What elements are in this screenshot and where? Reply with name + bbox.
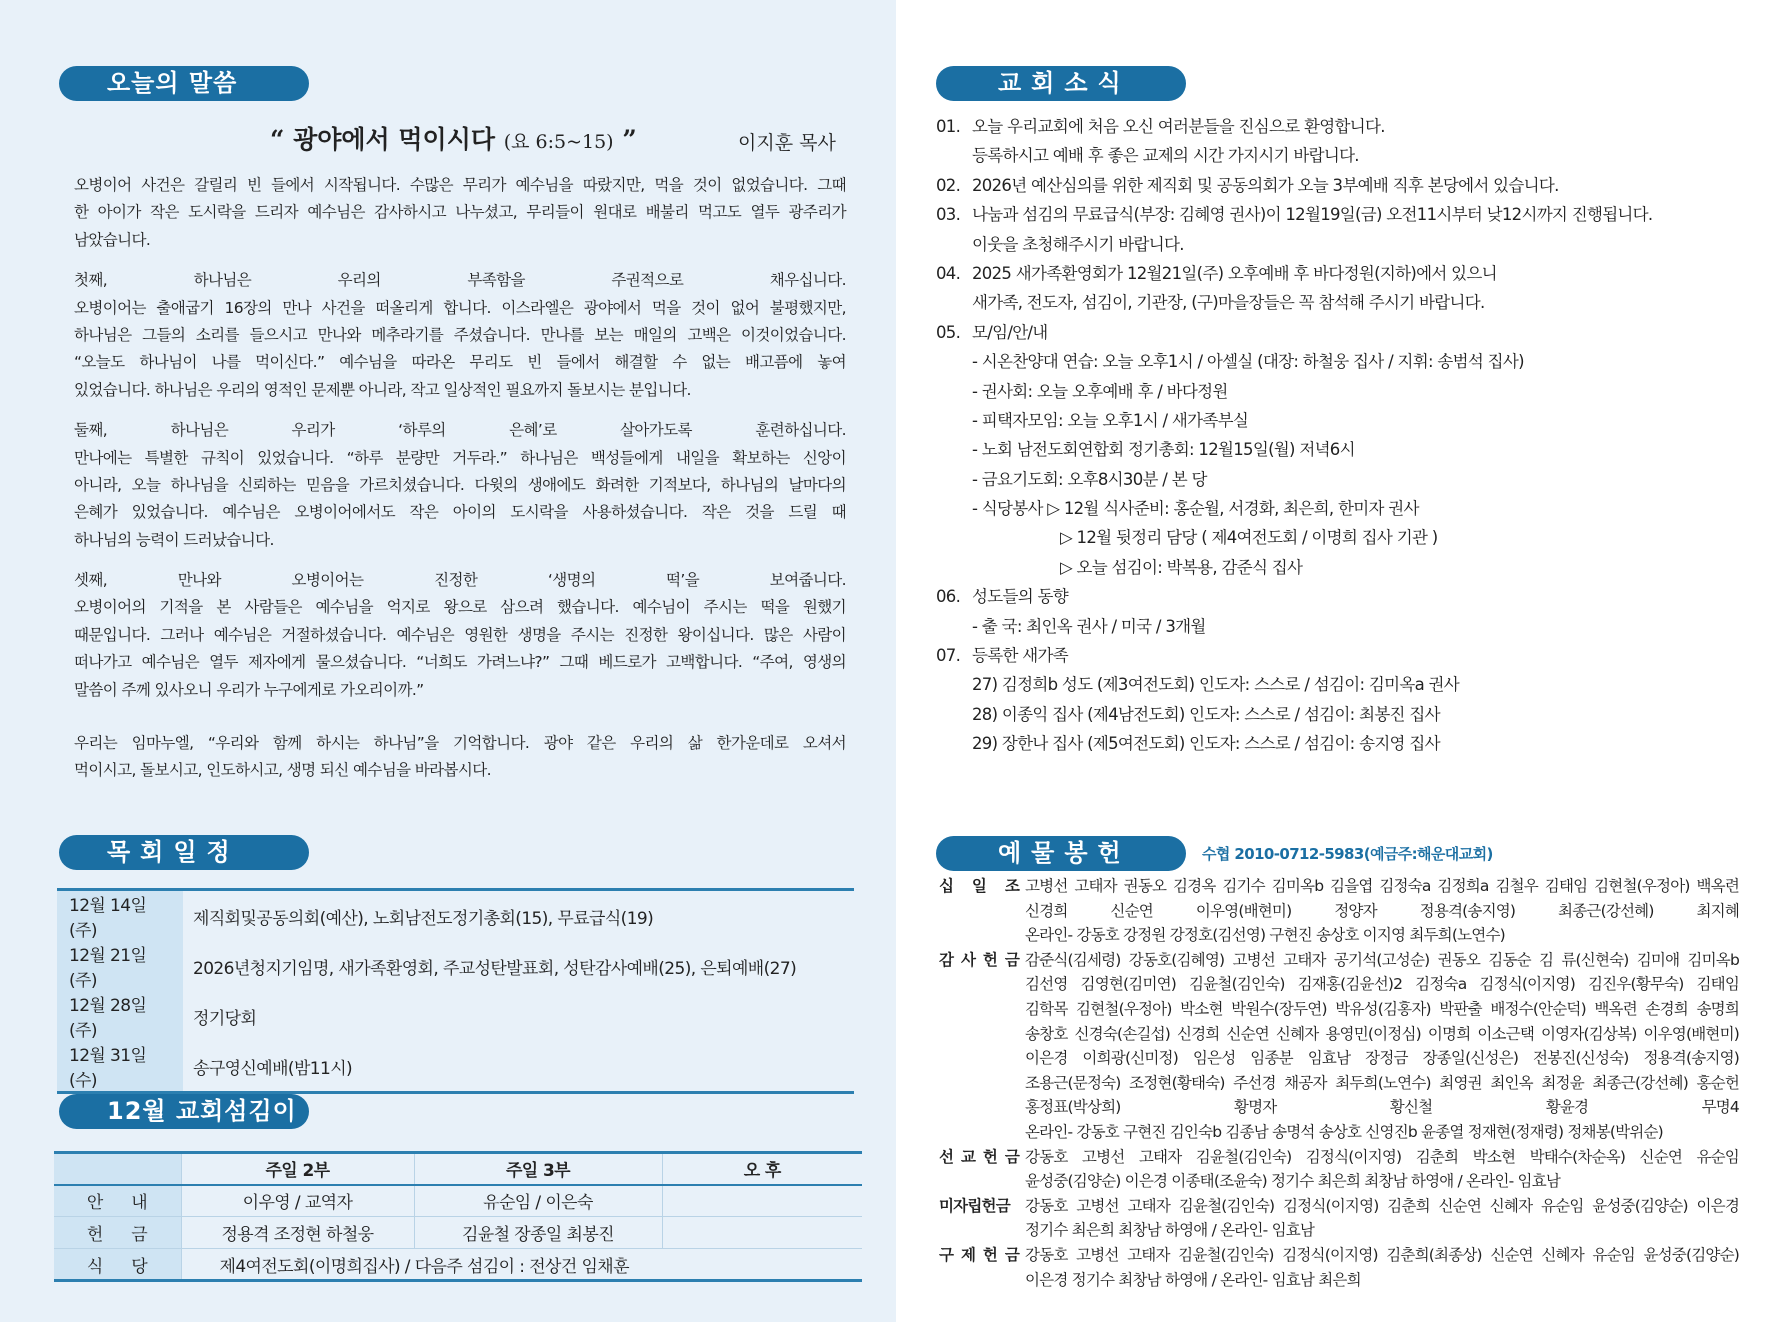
row-label: 헌금 [54, 1217, 181, 1249]
cell: 정용격 조정현 하철웅 [181, 1217, 414, 1249]
news-item [936, 112, 1726, 141]
schedule-events: 정기당회 [193, 1008, 257, 1029]
paragraph-gap [74, 254, 846, 267]
table-row [54, 1185, 862, 1217]
news-text: - 노회 남전도회연합회 정기총회: 12월15일(월) 저녁6시 [972, 440, 1355, 460]
table-row [57, 890, 854, 942]
news-text: - 금요기도회: 오후8시30분 / 본 당 [972, 469, 1207, 489]
offering-line: 송창호 신경숙(손길섭) 신경희 신순연 신혜자 용영민(이정심) 이명희 이소근택 이영자(김상복) 이우영(배현미) [1025, 1024, 1739, 1043]
sermon-line: 있었습니다. 하나님은 우리의 영적인 문제뿐 아니라, 작고 일상적인 필요까지 돌보시는 분입니다. [74, 380, 691, 399]
news-text: 2026년 예산심의를 위한 제직회 및 공동의회가 오늘 3부예배 직후 본당에서 있습니다. [972, 175, 1559, 195]
schedule-table [57, 888, 854, 1094]
offering-label: 미자립헌금 [939, 1196, 1010, 1215]
schedule-events: 제직회및공동의회(예산), 노회남전도정기총회(15), 무료급식(19) [193, 908, 654, 929]
news-item [936, 288, 1726, 317]
offering-line: 강동호 고병선 고태자 김윤철(김인숙) 김정식(이지영) 김춘희 박소현 박태수(차순옥) 신순연 유순임 [1025, 1147, 1739, 1166]
section-header-servers: 12월 교회섬김이 [59, 1094, 309, 1129]
offering-line: 김선영 김영현(김미연) 김윤철(김인숙) 김재홍(김윤선)2 김정숙a 김정식(이지영) 김진우(황무숙) 김태임 [1025, 975, 1739, 994]
offering-line: 윤성중(김양순) 이은경 이종태(조윤숙) 정기수 최은희 최창남 하영애 / 온라인- 임효남 [1025, 1172, 1561, 1191]
news-item [936, 641, 1726, 670]
paragraph-gap [74, 717, 846, 730]
paragraph-gap [74, 404, 846, 417]
news-number: 02. [936, 175, 961, 195]
table-row [57, 1041, 854, 1093]
sermon-line: 하나님은 그들의 소리를 들으시고 만나와 메추라기를 주셨습니다. 만나를 보는 매일의 고백은 이것이었습니다. [74, 325, 846, 344]
news-text: 새가족, 전도자, 섬김이, 기관장, (구)마을장들은 꼭 참석해 주시기 바랍니다. [972, 293, 1485, 313]
offering-group [939, 1145, 1739, 1194]
schedule-date: 12월 14일(주) [57, 890, 183, 942]
cell [662, 1217, 862, 1249]
sermon-line: 먹이시고, 돌보시고, 인도하시고, 생명 되신 예수님을 바라봅시다. [74, 761, 491, 780]
offering-list [939, 874, 1739, 1292]
table-row [54, 1249, 862, 1281]
schedule-date: 12월 21일(주) [57, 941, 183, 991]
offering-names [1025, 874, 1739, 948]
sermon-line: 오병이어 사건은 갈릴리 빈 들에서 시작됩니다. 수많은 무리가 예수님을 따랐지만, 먹을 것이 없었습니다. 그때 [74, 176, 846, 194]
sermon-line: 둘째, 하나님은 우리가 ‘하루의 은혜’로 살아가도록 훈련하십니다. [74, 421, 846, 440]
news-item [936, 435, 1726, 464]
cell: 이우영 / 교역자 [181, 1185, 414, 1217]
church-news-list [936, 112, 1726, 759]
offering-line: 강동호 고병선 고태자 김윤철(김인숙) 김정식(이지영) 김춘희(최종상) 신순연 신혜자 유순임 윤성중(김양순) [1025, 1245, 1739, 1264]
offering-line: 조용근(문정숙) 조정현(황태숙) 주선경 채공자 최두희(노연수) 최영권 최인옥 최정윤 최종근(강선혜) 홍순헌 [1025, 1073, 1739, 1092]
section-header-sermon: 오늘의 말씀 [59, 66, 309, 101]
offering-line: 신경희 신순연 이우영(배현미) 정양자 정용격(송지영) 최종근(강선혜) 최지혜 [1025, 901, 1739, 920]
bank-account: 수협 2010-0712-5983(예금주:해운대교회) [1202, 845, 1493, 863]
news-text: - 시온찬양대 연습: 오늘 오후1시 / 아셀실 (대장: 하철웅 집사 / 지휘: 송범석 집사) [972, 352, 1524, 372]
news-text: 이웃을 초청해주시기 바랍니다. [972, 234, 1184, 254]
news-item [936, 465, 1726, 494]
row-label: 안내 [54, 1185, 181, 1217]
news-item [936, 200, 1726, 229]
news-text: ▷ 12월 뒷정리 담당 ( 제4여전도회 / 이명희 집사 기관 ) [1060, 528, 1438, 548]
section-header-news: 교회소식 [936, 66, 1186, 101]
sermon-scripture-ref: (요 6:5~15) [503, 131, 614, 153]
offering-line: 감준식(김세령) 강동호(김혜영) 고병선 고태자 공기석(고성순) 권동오 김동순 김 류(신현숙) 김미애 김미옥b [1025, 950, 1739, 969]
offering-label: 감 사 헌 금 [939, 950, 1019, 969]
news-number: 05. [936, 322, 961, 342]
offering-line: 온라인- 강동호 구현진 김인숙b 김종남 송명석 송상호 신영진b 윤종열 정재현(정재령) 정채봉(박위순) [1025, 1122, 1663, 1141]
sermon-line: 만나에는 특별한 규칙이 있었습니다. “하루 분량만 거두라.” 하나님은 백성들에게 내일을 확보하는 신앙이 [74, 448, 846, 467]
table-header-row [54, 1153, 862, 1185]
news-item [936, 230, 1726, 259]
sermon-body [74, 172, 846, 785]
header-cell: 오 후 [662, 1153, 862, 1185]
news-text: - 피택자모임: 오늘 오후1시 / 새가족부실 [972, 410, 1249, 430]
offering-line: 김학목 김현철(우정아) 박소현 박원수(장두연) 박유성(김홍자) 박판출 배정수(안순덕) 백옥련 손경희 송명희 [1025, 999, 1739, 1018]
offering-line: 고병선 고태자 권동오 김경옥 김기수 김미옥b 김을엽 김정숙a 김정희a 김철우 김태임 김현철(우정아) 백옥련 [1025, 877, 1739, 895]
sermon-line: 때문입니다. 그러나 예수님은 거절하셨습니다. 예수님은 영원한 생명을 주시는 진정한 왕이십니다. 많은 사람이 [74, 625, 846, 644]
cell: 유순임 / 이은숙 [414, 1185, 662, 1217]
sermon-line: 오병이어는 출애굽기 16장의 만나 사건을 떠올리게 합니다. 이스라엘은 광야에서 먹을 것이 없어 불평했지만, [74, 298, 846, 317]
news-number: 04. [936, 263, 961, 283]
sermon-line: 오병이어의 기적을 본 사람들은 예수님을 억지로 왕으로 삼으려 했습니다. 예수님이 주시는 떡을 원했기 [74, 598, 846, 617]
sermon-line: 은혜가 있었습니다. 예수님은 오병이어에서도 작은 아이의 도시락을 사용하셨습니다. 작은 것을 드릴 때 [74, 503, 846, 522]
header-cell: 주일 2부 [181, 1153, 414, 1185]
news-number: 07. [936, 646, 961, 666]
news-text: - 출 국: 최인옥 권사 / 미국 / 3개월 [972, 616, 1206, 636]
news-number: 01. [936, 117, 961, 136]
offering-group [939, 948, 1739, 1145]
news-item [936, 347, 1726, 376]
sermon-line: “오늘도 하나님이 나를 먹이신다.” 예수님을 따라온 무리도 빈 들에서 해결할 수 없는 배고픔에 놓여 [74, 353, 846, 372]
sermon-title [270, 120, 637, 156]
news-item [936, 494, 1726, 523]
sermon-author: 이지훈 목사 [738, 132, 836, 154]
offering-names [1025, 1194, 1739, 1243]
offering-names [1025, 1145, 1739, 1194]
sermon-line: 한 아이가 작은 도시락을 드리자 예수님은 감사하시고 나누셨고, 무리들이 원대로 배불리 먹고도 열두 광주리가 [74, 203, 846, 222]
table-row [57, 991, 854, 1041]
cell: 김윤철 장종일 최봉진 [414, 1217, 662, 1249]
offering-line: 이은경 이희광(신미정) 임은성 임종분 임효남 장정금 장종일(신성은) 전봉진(신성숙) 정용격(송지영) [1025, 1049, 1739, 1068]
header-cell [54, 1153, 181, 1185]
offering-names [1025, 1243, 1739, 1292]
sermon-line: 우리는 임마누엘, “우리와 함께 하시는 하나님”을 기억합니다. 광야 같은 우리의 삶 한가운데로 오셔서 [74, 734, 846, 753]
offering-line: 온라인- 강동호 강정원 강정호(김선영) 구현진 송상호 이지영 최두희(노연수) [1025, 926, 1505, 945]
news-item [936, 259, 1726, 288]
news-text: 모/임/안/내 [972, 322, 1048, 342]
news-item [936, 553, 1726, 582]
offering-names [1025, 948, 1739, 1145]
news-text: 2025 새가족환영회가 12월21일(주) 오후예배 후 바다정원(지하)에서 있으니 [972, 263, 1497, 283]
sermon-line: 첫째, 하나님은 우리의 부족함을 주권적으로 채우십니다. [74, 271, 846, 290]
sermon-title-close: ” [613, 125, 637, 154]
cell [662, 1185, 862, 1217]
news-item [936, 141, 1726, 170]
news-item [936, 729, 1726, 758]
sermon-line: 떠나가고 예수님은 열두 제자에게 물으셨습니다. “너희도 가려느냐?” 그때 베드로가 고백합니다. “주여, 영생의 [74, 653, 846, 672]
news-text: 27) 김정희b 성도 (제3여전도회) 인도자: 스스로 / 섬김이: 김미옥a 권사 [972, 675, 1460, 695]
servers-table [54, 1151, 862, 1282]
news-item [936, 700, 1726, 729]
news-item [936, 171, 1726, 200]
section-header-schedule: 목회일정 [59, 835, 309, 870]
news-item [936, 523, 1726, 552]
news-text: ▷ 오늘 섬김이: 박복용, 감준식 집사 [1060, 557, 1303, 577]
paragraph-gap [74, 704, 846, 717]
schedule-events: 2026년청지기임명, 새가족환영회, 주교성탄발표회, 성탄감사예배(25), 은퇴예배(27) [193, 958, 797, 979]
row-label: 식당 [54, 1249, 181, 1281]
schedule-date: 12월 28일(주) [57, 991, 183, 1041]
news-text: 28) 이종익 집사 (제4남전도회) 인도자: 스스로 / 섬김이: 최봉진 집사 [972, 704, 1440, 724]
news-text: 등록하시고 예배 후 좋은 교제의 시간 가지시기 바랍니다. [972, 146, 1359, 166]
sermon-title-main: “ 광야에서 먹이시다 [270, 125, 504, 154]
offering-group [939, 1243, 1739, 1292]
paragraph-gap [74, 554, 846, 567]
offering-group [939, 1194, 1739, 1243]
news-item [936, 582, 1726, 611]
news-number: 06. [936, 587, 961, 607]
offering-line: 정기수 최은희 최창남 하영애 / 온라인- 임효남 [1025, 1221, 1315, 1240]
sermon-line: 남았습니다. [74, 230, 151, 249]
schedule-date: 12월 31일(수) [57, 1041, 183, 1093]
sermon-line: 셋째, 만나와 오병이어는 진정한 ‘생명의 떡’을 보여줍니다. [74, 571, 846, 590]
header-cell: 주일 3부 [414, 1153, 662, 1185]
section-header-offering: 예물봉헌 [936, 836, 1186, 871]
offering-label: 선 교 헌 금 [939, 1147, 1019, 1166]
table-row [54, 1217, 862, 1249]
offering-label: 십 일 조 [939, 877, 1019, 895]
offering-label: 구 제 헌 금 [939, 1245, 1019, 1264]
offering-group [939, 874, 1739, 948]
news-text: 나눔과 섬김의 무료급식(부장: 김혜영 권사)이 12월19일(금) 오전11시부터 낮12시까지 진행됩니다. [972, 205, 1653, 225]
news-text: 오늘 우리교회에 처음 오신 여러분들을 진심으로 환영합니다. [972, 117, 1385, 136]
news-text: - 권사회: 오늘 오후예배 후 / 바다정원 [972, 381, 1228, 401]
news-text: - 식당봉사 ▷ 12월 식사준비: 홍순월, 서경화, 최은희, 한미자 권사 [972, 499, 1419, 519]
sermon-line: 아니라, 오늘 하나님을 신뢰하는 믿음을 가르치셨습니다. 다윗의 생애에도 화려한 기적보다, 하나님의 날마다의 [74, 475, 846, 494]
sermon-line: 말씀이 주께 있사오니 우리가 누구에게로 가오리이까.” [74, 680, 424, 699]
news-item [936, 318, 1726, 347]
news-item [936, 612, 1726, 641]
news-item [936, 406, 1726, 435]
news-item [936, 670, 1726, 699]
news-item [936, 377, 1726, 406]
offering-line: 이은경 정기수 최창남 하영애 / 온라인- 임효남 최은희 [1025, 1270, 1361, 1289]
news-text: 등록한 새가족 [972, 646, 1068, 666]
offering-line: 홍정표(박상희) 황명자 황신철 황윤경 무명4 [1025, 1098, 1739, 1117]
cell: 제4여전도회(이명희집사) / 다음주 섬김이 : 전상건 임채훈 [181, 1249, 862, 1281]
news-text: 성도들의 동향 [972, 587, 1068, 607]
news-number: 03. [936, 205, 961, 225]
news-text: 29) 장한나 집사 (제5여전도회) 인도자: 스스로 / 섬김이: 송지영 집사 [972, 734, 1440, 754]
schedule-events: 송구영신예배(밤11시) [193, 1058, 353, 1079]
table-row [57, 941, 854, 991]
sermon-line: 하나님의 능력이 드러났습니다. [74, 530, 274, 549]
offering-line: 강동호 고병선 고태자 김윤철(김인숙) 김정식(이지영) 김춘희 신순연 신혜자 유순임 윤성중(김양순) 이은경 [1025, 1196, 1739, 1215]
